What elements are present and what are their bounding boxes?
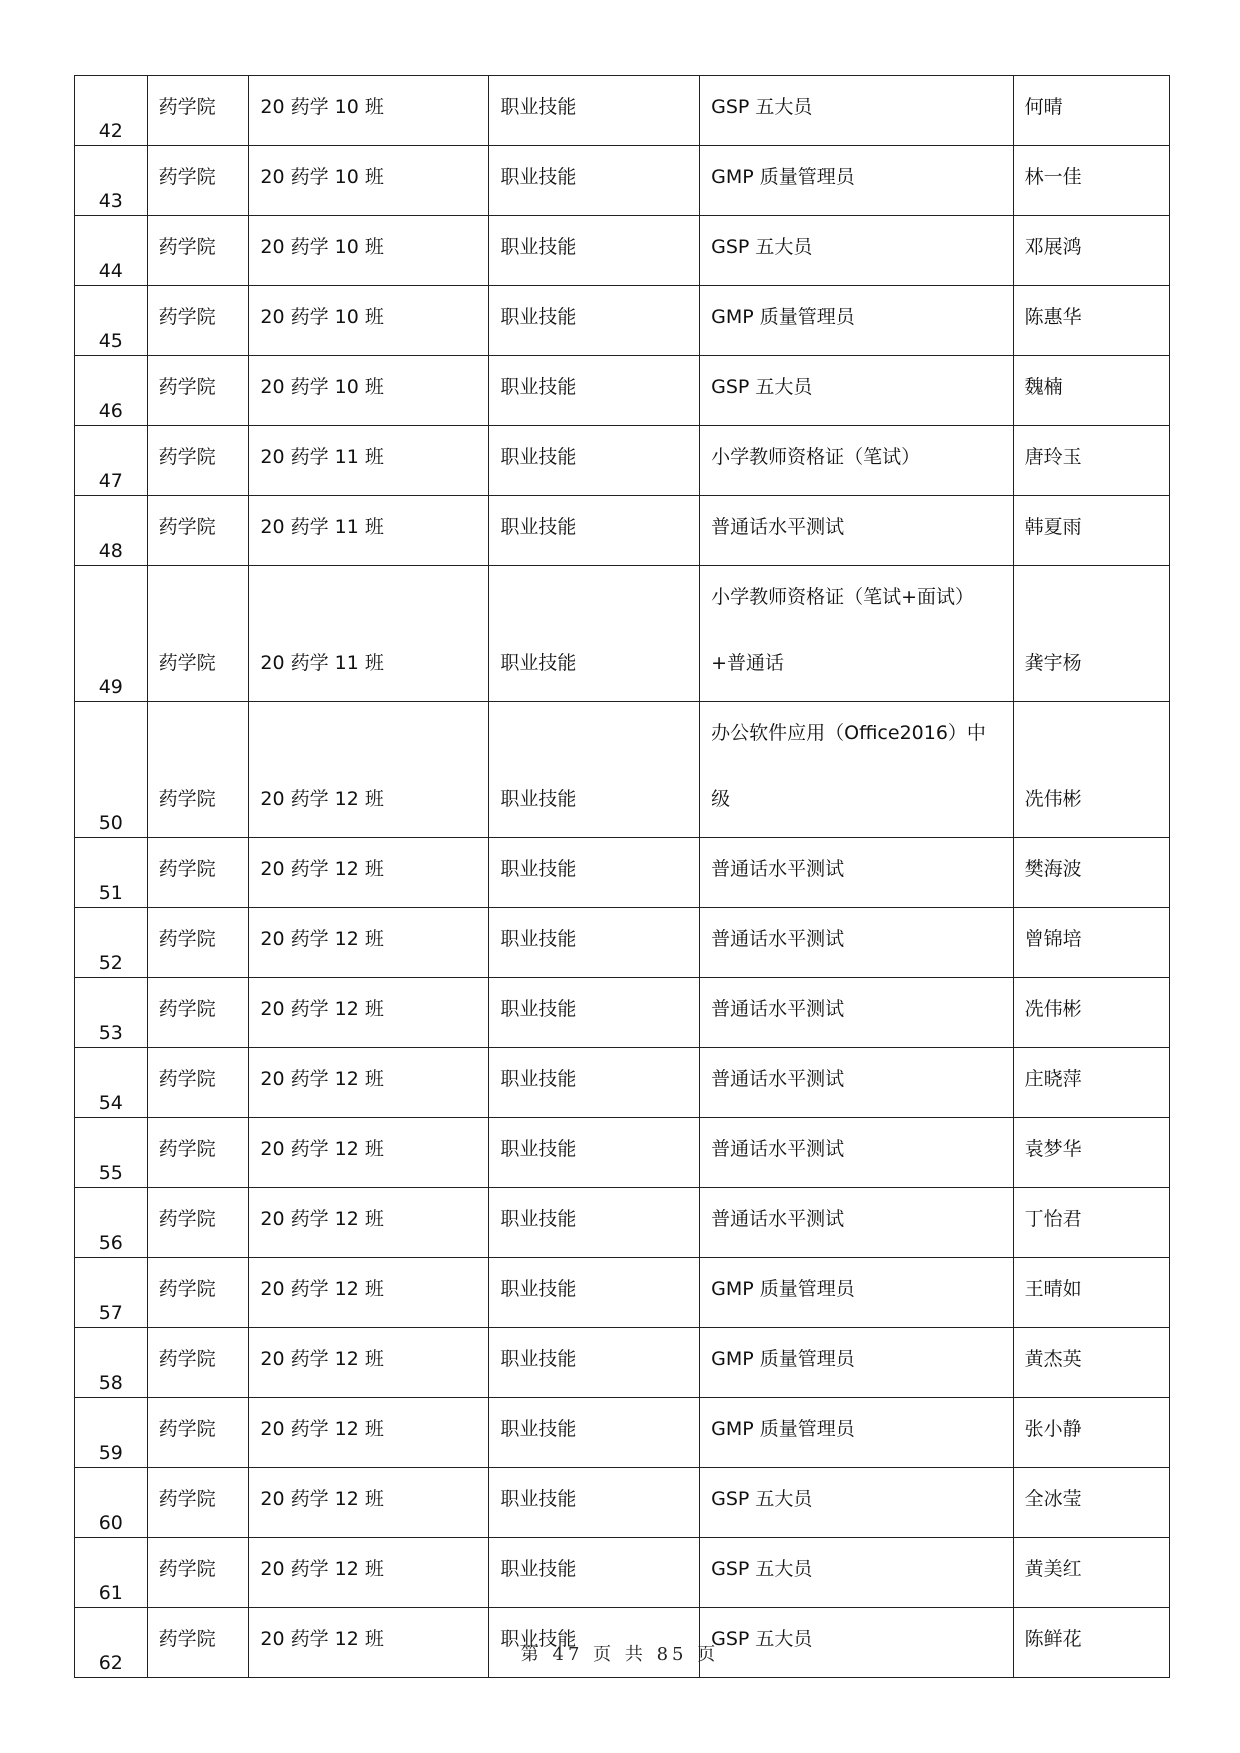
item-cell — [700, 702, 1014, 838]
college-cell — [147, 356, 249, 426]
item-cell — [700, 908, 1014, 978]
name-text: 张小静 — [1024, 1418, 1082, 1440]
college-text: 药学院 — [158, 1208, 216, 1230]
college-cell — [147, 76, 249, 146]
college-text: 药学院 — [158, 788, 216, 810]
page-number-footer: 第 47 页 共 85 页 — [520, 1644, 720, 1665]
college-cell — [147, 1328, 249, 1398]
item-text: 普通话水平测试 — [711, 1138, 845, 1160]
category-cell — [489, 1468, 700, 1538]
name-cell — [1013, 838, 1169, 908]
row-number: 60 — [75, 1468, 148, 1538]
category-text: 职业技能 — [500, 1488, 577, 1510]
item-text: GMP 质量管理员 — [711, 166, 855, 188]
name-text: 陈惠华 — [1024, 306, 1082, 328]
table-row — [75, 1118, 1170, 1188]
class-cell — [249, 76, 489, 146]
table-row — [75, 702, 1170, 838]
name-cell — [1013, 496, 1169, 566]
row-number: 55 — [75, 1118, 148, 1188]
row-number: 50 — [75, 702, 148, 838]
class-text: 20 药学 12 班 — [260, 1628, 384, 1650]
item-text: GSP 五大员 — [711, 1558, 813, 1580]
name-cell — [1013, 426, 1169, 496]
item-cell — [700, 496, 1014, 566]
college-text: 药学院 — [158, 1278, 216, 1300]
row-number: 51 — [75, 838, 148, 908]
row-number: 56 — [75, 1188, 148, 1258]
name-cell — [1013, 908, 1169, 978]
row-number: 61 — [75, 1538, 148, 1608]
name-cell — [1013, 216, 1169, 286]
item-cell — [700, 1258, 1014, 1328]
item-text: GMP 质量管理员 — [711, 1348, 855, 1370]
name-text: 冼伟彬 — [1024, 998, 1082, 1020]
item-text: GMP 质量管理员 — [711, 1418, 855, 1440]
table-row — [75, 426, 1170, 496]
class-text: 20 药学 12 班 — [260, 1488, 384, 1510]
category-text: 职业技能 — [500, 1068, 577, 1090]
table-row — [75, 1398, 1170, 1468]
college-text: 药学院 — [158, 236, 216, 258]
college-cell — [147, 496, 249, 566]
row-number: 47 — [75, 426, 148, 496]
class-text: 20 药学 12 班 — [260, 1558, 384, 1580]
item-text: 小学教师资格证（笔试） — [711, 446, 921, 468]
college-text: 药学院 — [158, 166, 216, 188]
category-cell — [489, 702, 700, 838]
class-cell — [249, 356, 489, 426]
category-cell — [489, 426, 700, 496]
category-cell — [489, 146, 700, 216]
table-row — [75, 356, 1170, 426]
college-cell — [147, 1118, 249, 1188]
name-text: 黄杰英 — [1024, 1348, 1082, 1370]
college-text: 药学院 — [158, 516, 216, 538]
class-text: 20 药学 12 班 — [260, 1208, 384, 1230]
college-cell — [147, 566, 249, 702]
class-cell — [249, 838, 489, 908]
college-cell — [147, 1188, 249, 1258]
category-text: 职业技能 — [500, 166, 577, 188]
category-text: 职业技能 — [500, 376, 577, 398]
college-text: 药学院 — [158, 306, 216, 328]
table-row — [75, 1468, 1170, 1538]
name-text: 全冰莹 — [1024, 1488, 1082, 1510]
college-text: 药学院 — [158, 96, 216, 118]
class-text: 20 药学 12 班 — [260, 788, 384, 810]
name-text: 庄晓萍 — [1024, 1068, 1082, 1090]
class-cell — [249, 146, 489, 216]
item-cell — [700, 356, 1014, 426]
class-text: 20 药学 12 班 — [260, 928, 384, 950]
name-cell — [1013, 978, 1169, 1048]
college-text: 药学院 — [158, 1628, 216, 1650]
name-cell — [1013, 1258, 1169, 1328]
name-cell — [1013, 1328, 1169, 1398]
category-cell — [489, 76, 700, 146]
college-text: 药学院 — [158, 652, 216, 674]
name-text: 林一佳 — [1024, 166, 1082, 188]
table-row — [75, 838, 1170, 908]
class-text: 20 药学 10 班 — [260, 306, 384, 328]
name-cell — [1013, 76, 1169, 146]
category-cell — [489, 978, 700, 1048]
category-cell — [489, 1118, 700, 1188]
row-number: 53 — [75, 978, 148, 1048]
category-text: 职业技能 — [500, 1208, 577, 1230]
college-text: 药学院 — [158, 858, 216, 880]
item-text: GMP 质量管理员 — [711, 306, 855, 328]
college-cell — [147, 1538, 249, 1608]
category-cell — [489, 1328, 700, 1398]
college-cell — [147, 1468, 249, 1538]
class-cell — [249, 1398, 489, 1468]
class-text: 20 药学 10 班 — [260, 376, 384, 398]
table-body — [75, 76, 1170, 1678]
category-text: 职业技能 — [500, 652, 577, 674]
item-cell — [700, 1118, 1014, 1188]
class-cell — [249, 426, 489, 496]
class-cell — [249, 908, 489, 978]
item-cell — [700, 1048, 1014, 1118]
category-text: 职业技能 — [500, 236, 577, 258]
row-number: 62 — [75, 1608, 148, 1678]
name-text: 袁梦华 — [1024, 1138, 1082, 1160]
item-text: GSP 五大员 — [711, 1628, 813, 1650]
class-cell — [249, 1258, 489, 1328]
table-row — [75, 286, 1170, 356]
table-row — [75, 1328, 1170, 1398]
class-text: 20 药学 10 班 — [260, 96, 384, 118]
college-cell — [147, 838, 249, 908]
college-cell — [147, 426, 249, 496]
item-cell — [700, 1188, 1014, 1258]
item-text: 普通话水平测试 — [711, 1208, 845, 1230]
class-cell — [249, 1188, 489, 1258]
item-cell — [700, 76, 1014, 146]
category-text: 职业技能 — [500, 788, 577, 810]
class-text: 20 药学 11 班 — [260, 516, 384, 538]
class-text: 20 药学 11 班 — [260, 446, 384, 468]
name-text: 樊海波 — [1024, 858, 1082, 880]
college-text: 药学院 — [158, 1418, 216, 1440]
category-text: 职业技能 — [500, 1558, 577, 1580]
name-text: 龚宇杨 — [1024, 652, 1082, 674]
class-cell — [249, 1538, 489, 1608]
class-cell — [249, 496, 489, 566]
row-number: 58 — [75, 1328, 148, 1398]
category-cell — [489, 566, 700, 702]
row-number: 44 — [75, 216, 148, 286]
name-text: 邓展鸿 — [1024, 236, 1082, 258]
class-text: 20 药学 12 班 — [260, 1278, 384, 1300]
name-text: 陈鲜花 — [1024, 1628, 1082, 1650]
college-text: 药学院 — [158, 1488, 216, 1510]
name-text: 丁怡君 — [1024, 1208, 1082, 1230]
category-text: 职业技能 — [500, 516, 577, 538]
item-text: 普通话水平测试 — [711, 516, 845, 538]
item-cell — [700, 426, 1014, 496]
name-cell — [1013, 1538, 1169, 1608]
item-cell — [700, 286, 1014, 356]
name-cell — [1013, 356, 1169, 426]
table-row — [75, 76, 1170, 146]
item-cell — [700, 146, 1014, 216]
name-cell — [1013, 1118, 1169, 1188]
category-text: 职业技能 — [500, 306, 577, 328]
category-cell — [489, 356, 700, 426]
category-text: 职业技能 — [500, 1628, 577, 1650]
class-cell — [249, 1328, 489, 1398]
class-cell — [249, 1048, 489, 1118]
category-cell — [489, 1398, 700, 1468]
class-text: 20 药学 12 班 — [260, 1068, 384, 1090]
name-cell — [1013, 286, 1169, 356]
category-text: 职业技能 — [500, 1418, 577, 1440]
row-number: 57 — [75, 1258, 148, 1328]
name-cell — [1013, 702, 1169, 838]
category-cell — [489, 1188, 700, 1258]
name-cell — [1013, 146, 1169, 216]
item-cell — [700, 1538, 1014, 1608]
class-cell — [249, 978, 489, 1048]
name-cell — [1013, 566, 1169, 702]
award-table — [74, 75, 1170, 1678]
name-text: 黄美红 — [1024, 1558, 1082, 1580]
class-cell — [249, 216, 489, 286]
item-text: GMP 质量管理员 — [711, 1278, 855, 1300]
college-text: 药学院 — [158, 446, 216, 468]
name-text: 魏楠 — [1024, 376, 1063, 398]
category-text: 职业技能 — [500, 96, 577, 118]
item-cell — [700, 978, 1014, 1048]
class-text: 20 药学 10 班 — [260, 166, 384, 188]
row-number: 46 — [75, 356, 148, 426]
name-text: 冼伟彬 — [1024, 788, 1082, 810]
row-number: 45 — [75, 286, 148, 356]
college-text: 药学院 — [158, 998, 216, 1020]
category-cell — [489, 216, 700, 286]
category-text: 职业技能 — [500, 1278, 577, 1300]
class-cell — [249, 702, 489, 838]
table-row — [75, 216, 1170, 286]
category-cell — [489, 1258, 700, 1328]
item-text: 普通话水平测试 — [711, 928, 845, 950]
row-number: 48 — [75, 496, 148, 566]
table-row — [75, 1188, 1170, 1258]
class-text: 20 药学 12 班 — [260, 1138, 384, 1160]
item-text: GSP 五大员 — [711, 96, 813, 118]
college-cell — [147, 286, 249, 356]
item-cell — [700, 1468, 1014, 1538]
college-cell — [147, 1398, 249, 1468]
college-cell — [147, 216, 249, 286]
college-text: 药学院 — [158, 1348, 216, 1370]
name-text: 唐玲玉 — [1024, 446, 1082, 468]
item-cell — [700, 1328, 1014, 1398]
category-text: 职业技能 — [500, 858, 577, 880]
name-text: 王晴如 — [1024, 1278, 1082, 1300]
item-text: 普通话水平测试 — [711, 1068, 845, 1090]
item-cell — [700, 838, 1014, 908]
category-text: 职业技能 — [500, 446, 577, 468]
item-text: 普通话水平测试 — [711, 998, 845, 1020]
item-text: GSP 五大员 — [711, 236, 813, 258]
class-text: 20 药学 12 班 — [260, 1348, 384, 1370]
name-cell — [1013, 1468, 1169, 1538]
item-text: 办公软件应用（Office2016）中级 — [711, 722, 986, 810]
item-text: GSP 五大员 — [711, 376, 813, 398]
category-text: 职业技能 — [500, 1348, 577, 1370]
category-text: 职业技能 — [500, 928, 577, 950]
name-cell — [1013, 1048, 1169, 1118]
category-cell — [489, 1048, 700, 1118]
row-number: 43 — [75, 146, 148, 216]
table-row — [75, 1048, 1170, 1118]
table-row — [75, 1258, 1170, 1328]
college-cell — [147, 1048, 249, 1118]
college-cell — [147, 702, 249, 838]
class-cell — [249, 566, 489, 702]
table-row — [75, 908, 1170, 978]
class-text: 20 药学 12 班 — [260, 998, 384, 1020]
item-text: 小学教师资格证（笔试+面试）+普通话 — [711, 586, 975, 674]
table-row — [75, 978, 1170, 1048]
class-text: 20 药学 11 班 — [260, 652, 384, 674]
item-cell — [700, 566, 1014, 702]
class-text: 20 药学 10 班 — [260, 236, 384, 258]
item-text: GSP 五大员 — [711, 1488, 813, 1510]
college-text: 药学院 — [158, 1558, 216, 1580]
table-row — [75, 146, 1170, 216]
college-cell — [147, 1258, 249, 1328]
college-text: 药学院 — [158, 1068, 216, 1090]
name-text: 何晴 — [1024, 96, 1063, 118]
college-cell — [147, 978, 249, 1048]
name-cell — [1013, 1188, 1169, 1258]
class-text: 20 药学 12 班 — [260, 1418, 384, 1440]
class-cell — [249, 1118, 489, 1188]
college-text: 药学院 — [158, 1138, 216, 1160]
category-cell — [489, 908, 700, 978]
row-number: 52 — [75, 908, 148, 978]
category-text: 职业技能 — [500, 1138, 577, 1160]
name-cell — [1013, 1398, 1169, 1468]
category-cell — [489, 1538, 700, 1608]
college-cell — [147, 146, 249, 216]
item-cell — [700, 1398, 1014, 1468]
college-text: 药学院 — [158, 376, 216, 398]
category-cell — [489, 838, 700, 908]
name-text: 曾锦培 — [1024, 928, 1082, 950]
row-number: 54 — [75, 1048, 148, 1118]
class-text: 20 药学 12 班 — [260, 858, 384, 880]
row-number: 49 — [75, 566, 148, 702]
category-cell — [489, 286, 700, 356]
category-cell — [489, 496, 700, 566]
table-row — [75, 1538, 1170, 1608]
name-text: 韩夏雨 — [1024, 516, 1082, 538]
row-number: 42 — [75, 76, 148, 146]
class-cell — [249, 286, 489, 356]
college-cell — [147, 908, 249, 978]
table-row — [75, 496, 1170, 566]
category-text: 职业技能 — [500, 998, 577, 1020]
item-cell — [700, 216, 1014, 286]
college-text: 药学院 — [158, 928, 216, 950]
table-row — [75, 566, 1170, 702]
row-number: 59 — [75, 1398, 148, 1468]
class-cell — [249, 1468, 489, 1538]
item-text: 普通话水平测试 — [711, 858, 845, 880]
